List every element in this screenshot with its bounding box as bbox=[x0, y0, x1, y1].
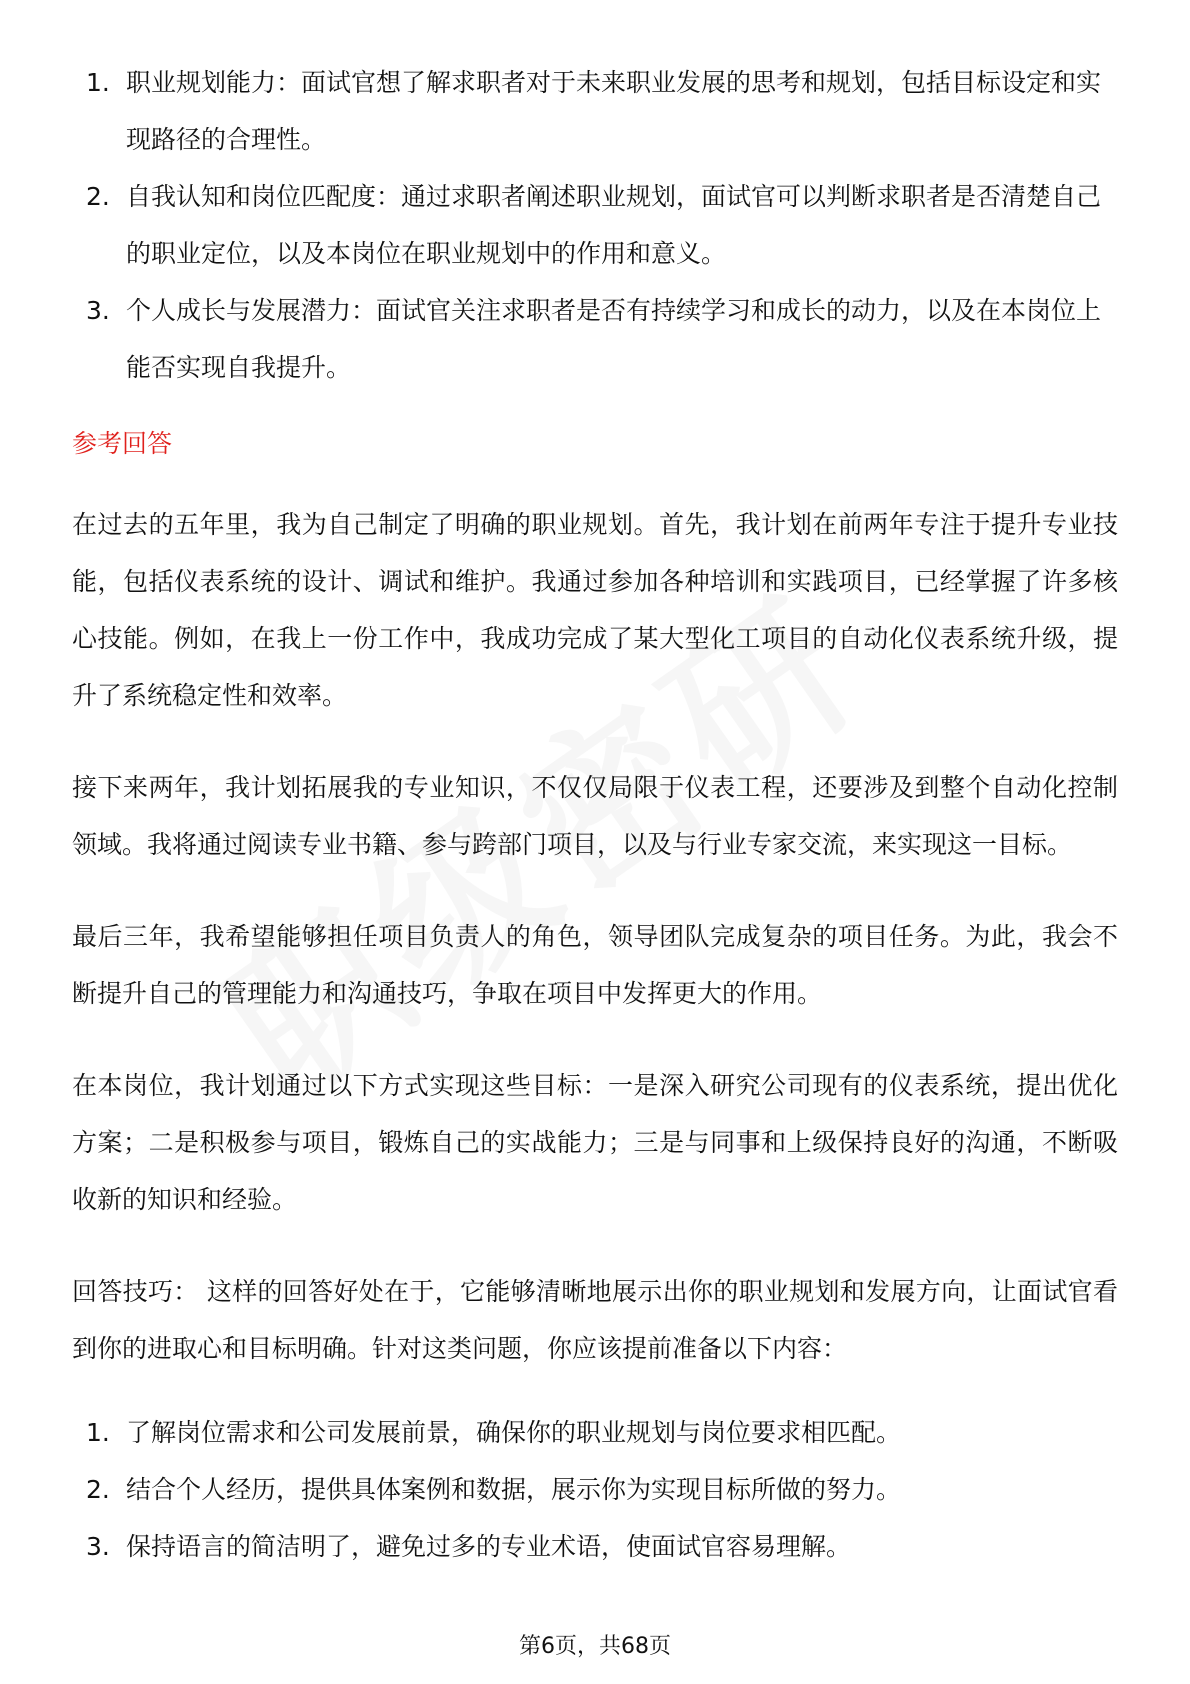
list-item-text: 自我认知和岗位匹配度：通过求职者阐述职业规划，面试官可以判断求职者是否清楚自己的职业定位，以及本岗位在职业规划中的作用和意义。 bbox=[126, 182, 1102, 268]
list-item bbox=[72, 168, 1118, 282]
list-item bbox=[72, 1518, 1118, 1575]
intro-list bbox=[72, 54, 1118, 396]
tips-list bbox=[72, 1404, 1118, 1575]
list-item-number: 3. bbox=[86, 1532, 110, 1561]
answer-paragraph-2: 接下来两年，我计划拓展我的专业知识，不仅仅局限于仪表工程，还要涉及到整个自动化控制领域。我将通过阅读专业书籍、参与跨部门项目，以及与行业专家交流，来实现这一目标。 bbox=[72, 773, 1118, 859]
list-item-number: 1. bbox=[86, 68, 110, 97]
list-item-text: 职业规划能力：面试官想了解求职者对于未来职业发展的思考和规划，包括目标设定和实现路径的合理性。 bbox=[126, 68, 1102, 154]
list-item-number: 2. bbox=[86, 1475, 110, 1504]
list-item-text: 个人成长与发展潜力：面试官关注求职者是否有持续学习和成长的动力，以及在本岗位上能否实现自我提升。 bbox=[126, 296, 1102, 382]
page-number-footer: 第6页，共68页 bbox=[519, 1634, 671, 1659]
list-item bbox=[72, 1461, 1118, 1518]
list-item-text: 保持语言的简洁明了，避免过多的专业术语，使面试官容易理解。 bbox=[126, 1532, 852, 1561]
list-item bbox=[72, 1404, 1118, 1461]
reference-answer-heading: 参考回答 bbox=[72, 429, 173, 458]
list-item-number: 2. bbox=[86, 182, 110, 211]
list-item bbox=[72, 54, 1118, 168]
list-item-number: 1. bbox=[86, 1418, 110, 1447]
answer-paragraph-4: 在本岗位，我计划通过以下方式实现这些目标：一是深入研究公司现有的仪表系统，提出优化方案；二是积极参与项目，锻炼自己的实战能力；三是与同事和上级保持良好的沟通，不断吸收新的知识和经验。 bbox=[72, 1071, 1118, 1214]
answer-tips-paragraph: 回答技巧： 这样的回答好处在于，它能够清晰地展示出你的职业规划和发展方向，让面试官看到你的进取心和目标明确。针对这类问题，你应该提前准备以下内容： bbox=[72, 1277, 1118, 1363]
list-item bbox=[72, 282, 1118, 396]
list-item-text: 结合个人经历，提供具体案例和数据，展示你为实现目标所做的努力。 bbox=[126, 1475, 902, 1504]
answer-paragraph-1: 在过去的五年里，我为自己制定了明确的职业规划。首先，我计划在前两年专注于提升专业技能，包括仪表系统的设计、调试和维护。我通过参加各种培训和实践项目，已经掌握了许多核心技能。例如，在我上一份工作中，我成功完成了某大型化工项目的自动化仪表系统升级，提升了系统稳定性和效率。 bbox=[72, 510, 1118, 710]
page-content bbox=[72, 54, 1118, 1575]
list-item-text: 了解岗位需求和公司发展前景，确保你的职业规划与岗位要求相匹配。 bbox=[126, 1418, 902, 1447]
answer-paragraph-3: 最后三年，我希望能够担任项目负责人的角色，领导团队完成复杂的项目任务。为此，我会不断提升自己的管理能力和沟通技巧，争取在项目中发挥更大的作用。 bbox=[72, 922, 1118, 1008]
list-item-number: 3. bbox=[86, 296, 110, 325]
